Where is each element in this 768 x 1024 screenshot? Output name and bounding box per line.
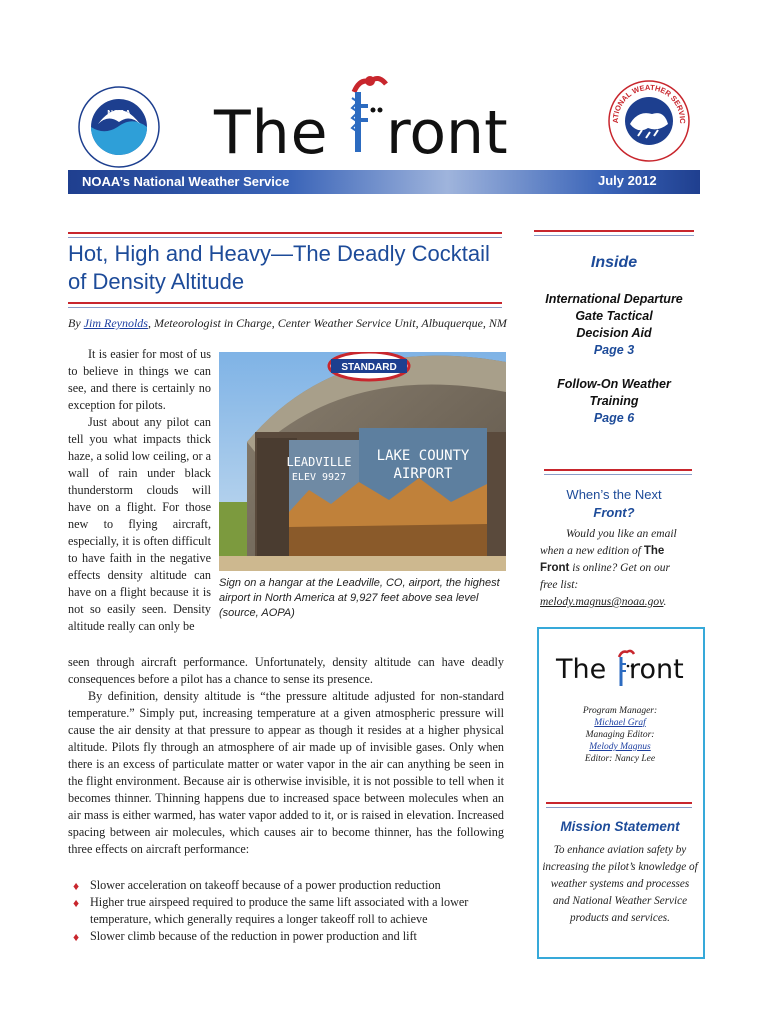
page-ref: Page 6: [593, 411, 635, 425]
program-manager-link[interactable]: Michael Graf: [594, 718, 646, 728]
headline-rule-bottom: [68, 302, 502, 308]
photo-sign-elev: ELEV 9927: [291, 472, 347, 483]
next-front-body: Would you like an email when a new edition of The Front is online? Get on our free list: melody.magnus@noaa.gov.: [540, 528, 677, 608]
nws-ring-text: ATIONAL WEATHER SERVIC: [610, 82, 688, 124]
mission-rule: [546, 802, 692, 808]
banner-issue-date: July 2012: [598, 173, 657, 188]
noaa-logo-text: NOAA: [107, 109, 131, 118]
red-diamond-icon: ♦: [73, 930, 80, 944]
mission-body: To enhance aviation safety by increasing the pilot’s knowledge of weather systems and processes and National Weather Service products and services.: [542, 844, 698, 924]
photo-caption: Sign on a hangar at the Leadville, CO, airport, the highest airport in North America at 9,927 feet above sea level (source, AOPA): [219, 577, 500, 619]
noaa-logo: [78, 86, 160, 168]
hangar-photo: [219, 352, 506, 571]
staff-credits: Program Manager: Michael Graf Managing Editor: Melody Magnus Editor: Nancy Lee: [539, 705, 701, 765]
photo-sign-airport: AIRPORT: [393, 466, 453, 482]
inside-rule-bottom: [544, 469, 692, 475]
photo-sign-leadville: LEADVILLE: [286, 455, 352, 469]
inside-title: Inside: [590, 254, 638, 271]
masthead-ront: ront: [386, 98, 508, 168]
list-item: ♦ Slower acceleration on takeoff because of a power production reduction: [73, 878, 441, 893]
mission-title: Mission Statement: [560, 819, 680, 834]
red-diamond-icon: ♦: [73, 896, 80, 910]
inside-item-weather-training[interactable]: Follow-On Weather Training Page 6: [534, 376, 694, 427]
list-item: ♦ Higher true airspeed required to produce the same lift associated with a lower temperature, which generally requires a longer takeoff roll to achieve: [73, 895, 469, 926]
masthead-the: The: [214, 98, 329, 168]
list-item: ♦ Slower climb because of the reduction in power production and lift: [73, 929, 417, 944]
inside-item-departure-gate[interactable]: International Departure Gate Tactical Decision Aid Page 3: [534, 291, 694, 359]
byline-suffix: , Meteorologist in Charge, Center Weather Service Unit, Albuquerque, NM: [147, 316, 507, 330]
byline-prefix: By: [68, 316, 84, 330]
photo-sign-lake-county: LAKE COUNTY: [376, 448, 470, 464]
inside-rule-top: [534, 230, 694, 236]
article-paragraph: By definition, density altitude is “the pressure altitude adjusted for non-standard temperature.” Simply put, increasing temperature at a given atmospheric pressure will cause the air density at that pressure to appear as though it resides at a higher physical altitude. Pilots fly through an atmosphere of air made up of invisible gases. Only when there is an excess of particulate matter or water vapor in the air can anything be seen in the flight environment. Because air is otherwise invisible, it is not possible to tell when it becomes thinner. Thinning happens due to increased space between molecules when an air mass is either warmed, has water vapor added to it, or is raised in elevation. Increased spacing between air molecules, which causes air to become thinner, has the following three effects on aircraft performance:: [68, 689, 504, 856]
page-ref: Page 3: [593, 343, 635, 357]
banner-org-name: NOAA’s National Weather Service: [82, 174, 290, 189]
article-byline: [68, 316, 508, 331]
article-paragraph: seen through aircraft performance. Unfortunately, density altitude can have deadly consequences before a pilot has a chance to sense its presence.: [68, 655, 504, 686]
article-paragraph: It is easier for most of us to believe in things we can see, and there is certainly no exception for pilots.: [68, 347, 211, 412]
managing-editor-link[interactable]: Melody Magnus: [589, 742, 651, 752]
nws-logo: [608, 80, 690, 162]
red-diamond-icon: ♦: [73, 879, 80, 893]
article-headline: Hot, High and Heavy—The Deadly Cocktail of Density Altitude: [68, 241, 490, 294]
next-front-heading: When’s the Next Front?: [566, 487, 662, 520]
article-full-width-text: [68, 654, 504, 858]
effects-list: [72, 877, 508, 945]
box-masthead: The ront: [556, 648, 696, 696]
article-paragraph: Just about any pilot can tell you what impacts thick haze, a solid low ceiling, or a wall of rain under black thunderstorm clouds will have on a flight. For those new to flying aircraft, especially, it is often difficult to have faith in the negative effects density altitude can have on a flight because it is not so easily seen. Density altitude really can only be: [68, 415, 211, 633]
article-left-column: [68, 346, 211, 635]
headline-rule-top: [68, 232, 502, 238]
author-link[interactable]: Jim Reynolds: [83, 316, 148, 330]
photo-sign-standard: STANDARD: [341, 362, 397, 373]
email-link[interactable]: melody.magnus@noaa.gov: [540, 596, 664, 608]
masthead: [214, 70, 544, 170]
